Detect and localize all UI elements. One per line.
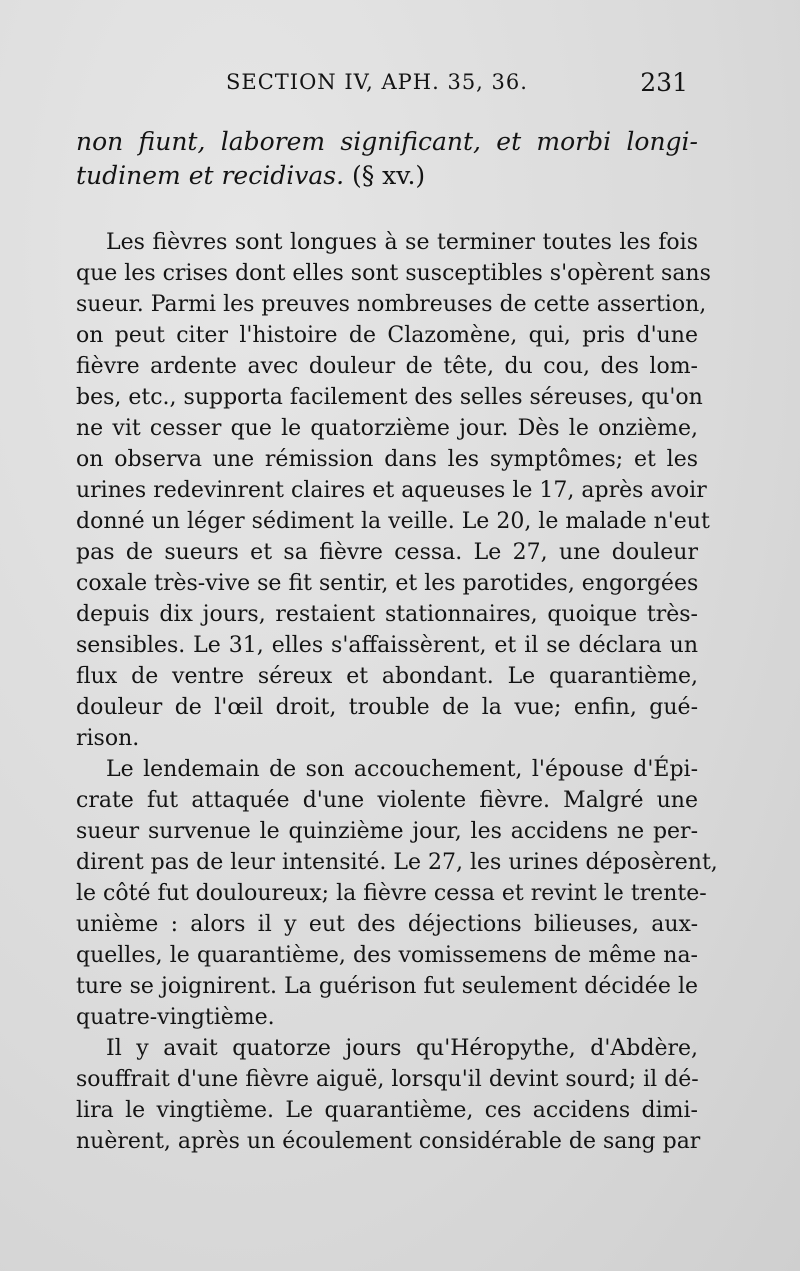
paragraph-clazomene [76,227,711,754]
body-text [76,125,718,1157]
paragraph-epicrate [76,754,718,1033]
text-line: souffrait d'une fièvre aiguë, lorsqu'il devint sourd; il dé- [76,1067,699,1092]
text-line: Les fièvres sont longues à se terminer toutes les fois [106,230,698,255]
aphorism-line-text: tudinem et recidivas. [76,161,345,190]
text-line: urines redevinrent claires et aqueuses le 17, après avoir [76,478,707,503]
running-head: SECTION IV, APH. 35, 36. [226,70,528,94]
aphorism-text [76,125,698,193]
text-line: ne vit cesser que le quatorzième jour. Dès le onzième, [76,416,698,441]
text-line: le côté fut douloureux; la fièvre cessa et revint le trente- [76,881,707,906]
text-line: coxale très-vive se fit sentir, et les parotides, engorgées [76,571,699,596]
text-line: flux de ventre séreux et abondant. Le quarantième, [76,664,698,689]
text-line: sueur. Parmi les preuves nombreuses de cette assertion, [76,292,707,317]
spacer [76,193,698,227]
text-line: on observa une rémission dans les symptômes; et les [76,447,698,472]
text-line: douleur de l'œil droit, trouble de la vue; enfin, gué- [76,695,698,720]
section-reference: (§ xv.) [351,161,426,190]
text-line: pas de sueurs et sa fièvre cessa. Le 27, une douleur [76,540,698,565]
paragraph-heropythe [76,1033,701,1157]
text-line: sensibles. Le 31, elles s'affaissèrent, et il se déclara un [76,633,698,658]
aphorism-line: non fiunt, laborem significant, et morbi longi- [76,127,698,156]
text-line: on peut citer l'histoire de Clazomène, qui, pris d'une [76,323,698,348]
text-line: Il y avait quatorze jours qu'Héropythe, d'Abdère, [106,1036,698,1061]
text-line: fièvre ardente avec douleur de tête, du cou, des lom- [76,354,698,379]
page-number: 231 [640,68,688,97]
text-line: nuèrent, après un écoulement considérable de sang par [76,1129,701,1154]
text-line: crate fut attaquée d'une violente fièvre. Malgré une [76,788,698,813]
aphorism-line [76,159,698,193]
page-header [78,68,688,108]
text-line: rison. [76,726,140,751]
text-line: donné un léger sédiment la veille. Le 20, le malade n'eut [76,509,710,534]
text-line: quelles, le quarantième, des vomissemens de même na- [76,943,698,968]
text-line: unième : alors il y eut des déjections bilieuses, aux- [76,912,698,937]
text-line: quatre-vingtième. [76,1005,275,1030]
text-line: dirent pas de leur intensité. Le 27, les urines déposèrent, [76,850,718,875]
text-line: bes, etc., supporta facilement des selles séreuses, qu'on [76,385,703,410]
text-line: que les crises dont elles sont susceptibles s'opèrent sans [76,261,711,286]
text-line: ture se joignirent. La guérison fut seulement décidée le [76,974,698,999]
text-line: sueur survenue le quinzième jour, les accidens ne per- [76,819,698,844]
text-line: lira le vingtième. Le quarantième, ces accidens dimi- [76,1098,698,1123]
text-line: depuis dix jours, restaient stationnaires, quoique très- [76,602,698,627]
text-line: Le lendemain de son accouchement, l'épouse d'Épi- [106,757,698,782]
